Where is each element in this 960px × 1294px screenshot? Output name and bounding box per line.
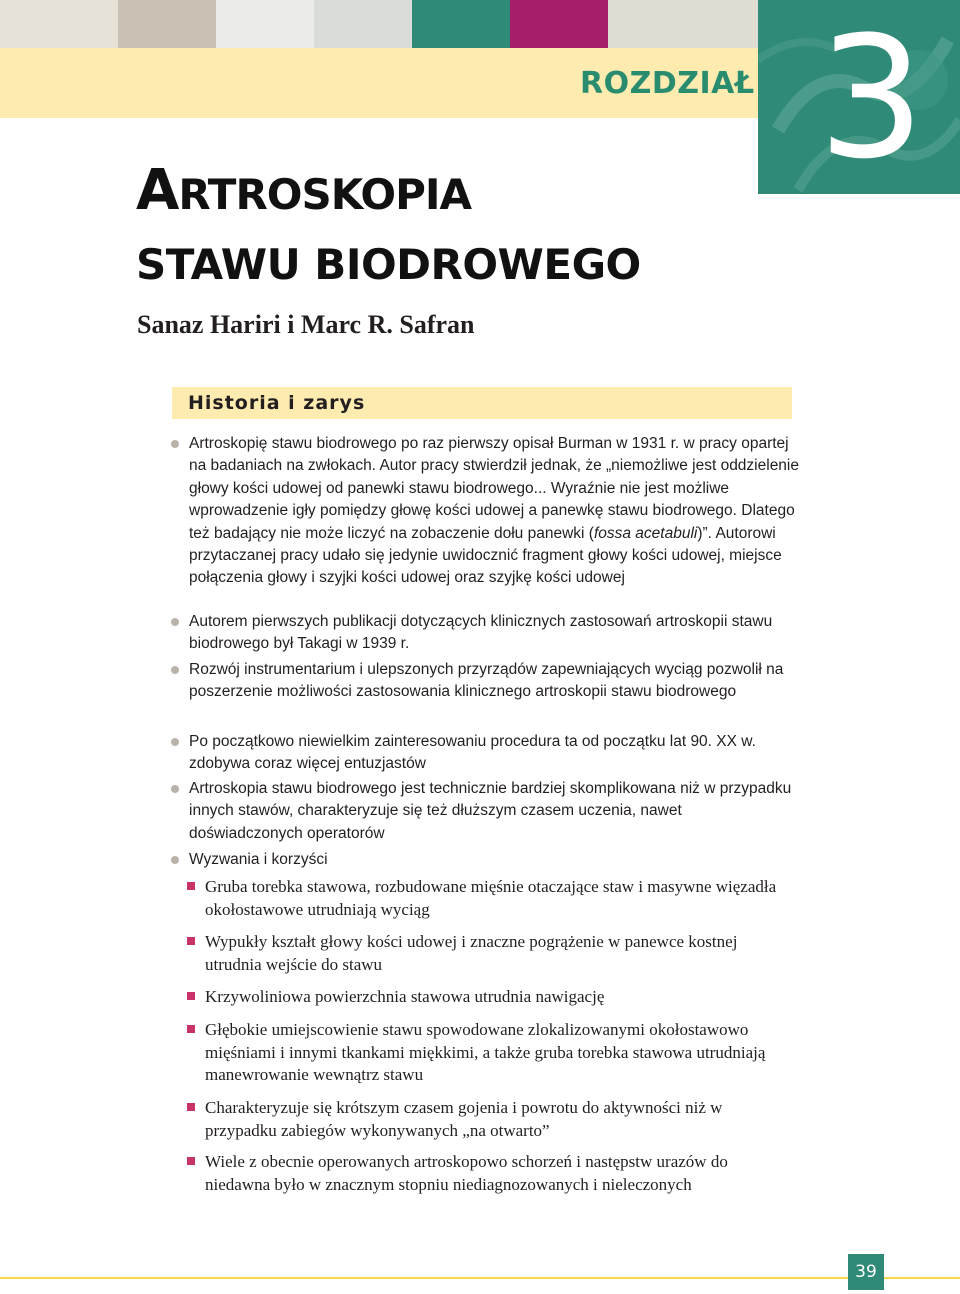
square-bullet-icon <box>187 992 195 1000</box>
sub-list-item <box>205 1151 795 1196</box>
sub-list-item <box>205 1097 795 1142</box>
list-item <box>189 433 799 590</box>
list-item <box>189 778 799 845</box>
list-item-text: Artroskopię stawu biodrowego po raz pierwszy opisał Burman w 1931 r. w pracy opartej na badaniach na zwłokach. Autor pracy stwierdził jednak, że „niemożliwe jest oddzielenie głowy kości udowej od panewki stawu biodrowego... Wyraźnie nie jest możliwe wprowadzenie igły pomiędzy głowę kości udowej a panewkę stawu biodrowego. Dlatego też badający nie może liczyć na zobaczenie dołu panewki (fossa acetabuli)”. Autorowi przytaczanej pracy udało się jedynie uwidocznić fragment głowy kości udowej, miejsce połączenia głowy i szyjki kości udowej oraz szyjkę kości udowej <box>189 435 799 587</box>
title-initial: A <box>136 158 179 223</box>
strip-block <box>0 0 118 48</box>
sub-list-item <box>205 1019 795 1087</box>
bullet-dot-icon <box>171 856 179 864</box>
list-item <box>189 849 799 871</box>
list-item-text: Rozwój instrumentarium i ulepszonych przyrządów zapewniających wyciąg pozwolił na poszerzenie możliwości zastosowania klinicznego artroskopii stawu biodrowego <box>189 661 784 701</box>
list-item-text: Artroskopia stawu biodrowego jest technicznie bardziej skomplikowana niż w przypadku innych stawów, charakteryzuje się też dłuższym czasem uczenia, nawet doświadczonych operatorów <box>189 780 792 842</box>
sub-list-item-text: Wiele z obecnie operowanych artroskopowo schorzeń i następstw urazów do niedawna było w znacznym stopniu niediagnozowanych i nieleczonych <box>205 1152 728 1194</box>
bullet-dot-icon <box>171 738 179 746</box>
list-item-text: Autorem pierwszych publikacji dotyczących klinicznych zastosowań artroskopii stawu biodrowego był Takagi w 1939 r. <box>189 613 773 653</box>
strip-block <box>510 0 608 48</box>
chapter-title-line1 <box>136 158 471 223</box>
sub-list-item-text: Wypukły kształt głowy kości udowej i znaczne pogrążenie w panewce kostnej utrudnia wejście do stawu <box>205 932 738 974</box>
bullet-dot-icon <box>171 440 179 448</box>
bullet-dot-icon <box>171 618 179 626</box>
italic-term: fossa acetabuli <box>593 524 698 542</box>
square-bullet-icon <box>187 937 195 945</box>
list-item <box>189 731 799 776</box>
square-bullet-icon <box>187 882 195 890</box>
sub-list-item-text: Głębokie umiejscowienie stawu spowodowane zlokalizowanymi okołostawowo mięśniami i innymi tkankami miękkimi, a także gruba torebka stawowa utrudniają manewrowanie wewnątrz stawu <box>205 1020 766 1085</box>
sub-list-item-text: Charakteryzuje się krótszym czasem gojenia i powrotu do aktywności niż w przypadku zabiegów wykonywanych „na otwarto” <box>205 1098 723 1140</box>
sub-list-item-text: Krzywoliniowa powierzchnia stawowa utrudnia nawigację <box>205 987 605 1006</box>
list-item-text: Wyzwania i korzyści <box>189 851 328 868</box>
list-item <box>189 611 799 656</box>
square-bullet-icon <box>187 1157 195 1165</box>
page-number: 39 <box>855 1262 877 1282</box>
strip-block <box>216 0 314 48</box>
chapter-number: 3 <box>818 0 925 196</box>
bullet-dot-icon <box>171 785 179 793</box>
list-item <box>189 659 799 704</box>
section-title: Historia i zarys <box>188 392 366 414</box>
square-bullet-icon <box>187 1103 195 1111</box>
strip-block <box>314 0 412 48</box>
chapter-label: ROZDZIAŁ <box>580 66 755 101</box>
sub-list-item <box>205 876 795 921</box>
bullet-dot-icon <box>171 666 179 674</box>
chapter-title-line2: STAWU BIODROWEGO <box>136 240 641 289</box>
strip-block <box>118 0 216 48</box>
strip-block <box>412 0 510 48</box>
sub-list-item <box>205 986 795 1009</box>
title-rest: RTROSKOPIA <box>178 170 472 219</box>
list-item-text: Po początkowo niewielkim zainteresowaniu procedura ta od początku lat 90. XX w. zdobywa coraz więcej entuzjastów <box>189 733 756 773</box>
sub-list-item <box>205 931 795 976</box>
square-bullet-icon <box>187 1025 195 1033</box>
authors: Sanaz Hariri i Marc R. Safran <box>137 310 475 339</box>
sub-list-item-text: Gruba torebka stawowa, rozbudowane mięśnie otaczające staw i masywne więzadła okołostawowe utrudniają wyciąg <box>205 877 777 919</box>
footer-rule <box>0 1277 960 1279</box>
